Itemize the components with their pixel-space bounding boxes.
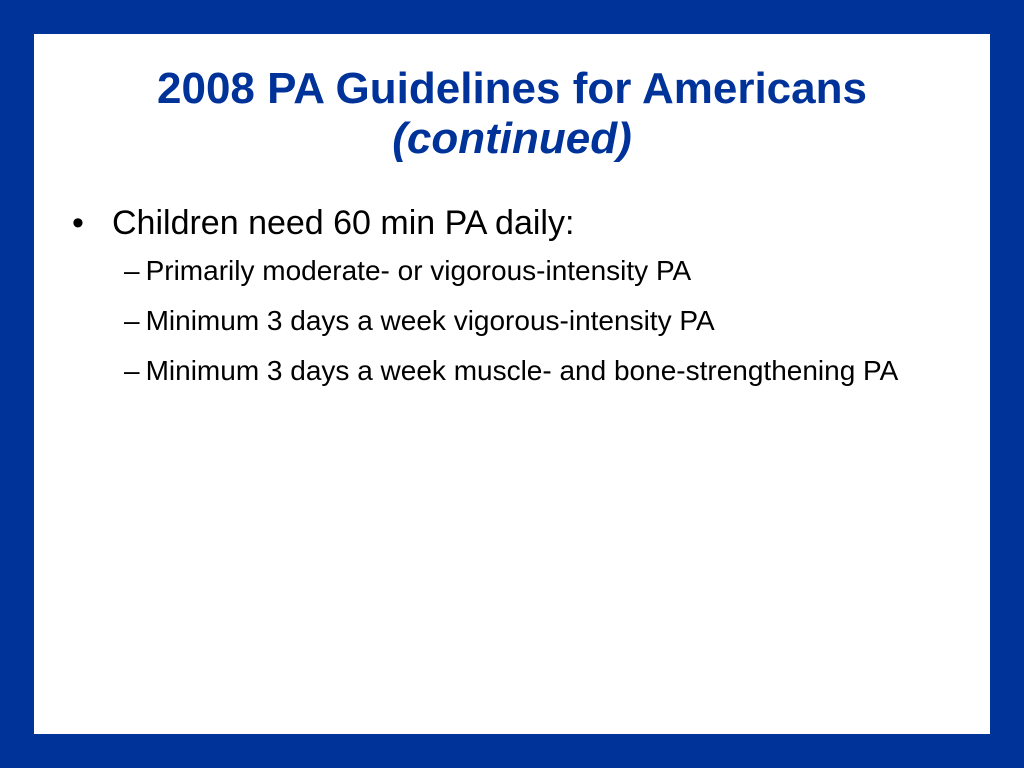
sub-bullet-item xyxy=(124,302,952,340)
slide-title xyxy=(34,64,990,164)
dash-icon: – xyxy=(124,255,140,286)
dash-icon: – xyxy=(124,355,140,386)
bullet-dot-icon: • xyxy=(72,204,84,242)
sub-bullet-item xyxy=(124,252,952,290)
sub-bullet-text: Minimum 3 days a week vigorous-intensity PA xyxy=(145,305,715,336)
title-main: 2008 PA Guidelines for Americans xyxy=(157,64,867,113)
title-subtitle: (continued) xyxy=(392,114,632,163)
sub-bullet-list xyxy=(72,252,952,390)
bullet-list xyxy=(72,202,952,402)
slide-content-panel xyxy=(34,34,990,734)
sub-bullet-text: Primarily moderate- or vigorous-intensity PA xyxy=(145,255,692,286)
bullet-item xyxy=(72,202,952,244)
sub-bullet-text: Minimum 3 days a week muscle- and bone-strengthening PA xyxy=(145,355,899,386)
bullet-text: Children need 60 min PA daily: xyxy=(112,204,575,242)
dash-icon: – xyxy=(124,305,140,336)
sub-bullet-item xyxy=(124,352,952,390)
